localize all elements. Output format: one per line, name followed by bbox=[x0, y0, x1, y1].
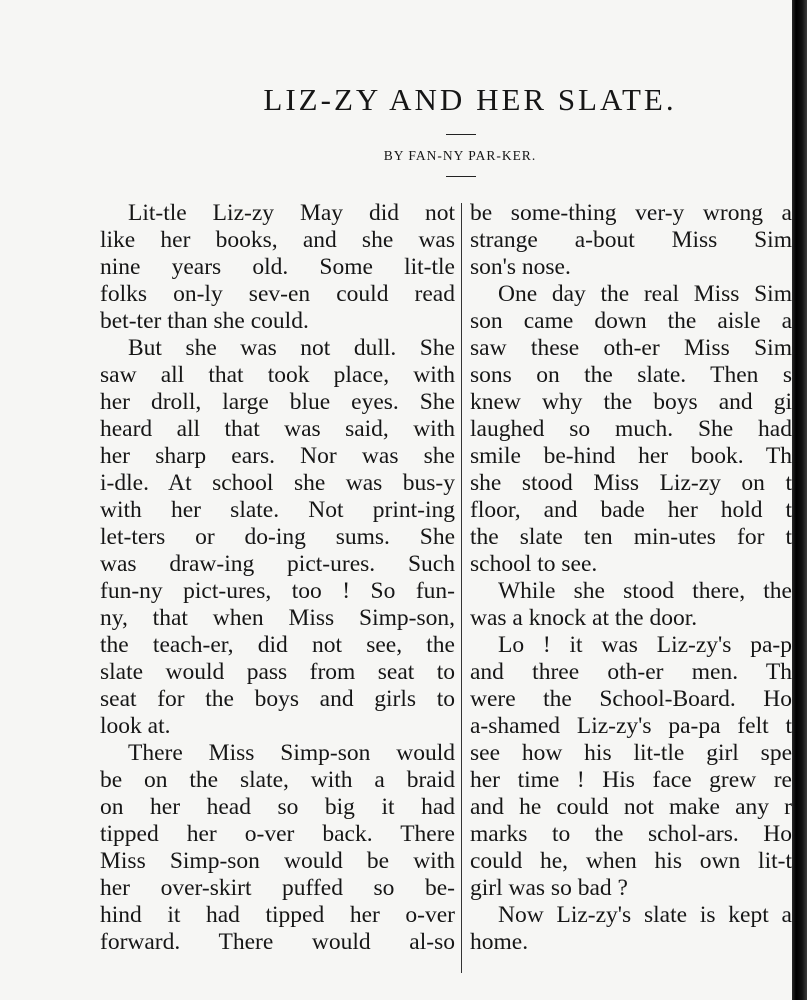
text-line: hind it had tipped her o-ver bbox=[100, 902, 455, 928]
text-line: son came down the aisle a bbox=[470, 308, 792, 334]
text-line: the teach-er, did not see, the bbox=[100, 632, 455, 658]
text-line: her over-skirt puffed so be- bbox=[100, 875, 455, 901]
text-line: slate would pass from seat to bbox=[100, 659, 455, 685]
text-line: One day the real Miss Sim bbox=[498, 281, 792, 307]
text-line: her time ! His face grew re bbox=[470, 767, 792, 793]
text-line: was draw-ing pict-ures. Such bbox=[100, 551, 455, 577]
text-line: a-shamed Liz-zy's pa-pa felt t bbox=[470, 713, 792, 739]
text-line: on her head so big it had bbox=[100, 794, 455, 820]
text-line: be some-thing ver-y wrong a bbox=[470, 200, 792, 226]
article-title: LIZ-ZY AND HER SLATE. bbox=[263, 82, 677, 117]
text-line: sons on the slate. Then s bbox=[470, 362, 792, 388]
column-divider bbox=[461, 203, 462, 973]
text-line: girl was so bad ? bbox=[470, 875, 628, 901]
text-line: like her books, and she was bbox=[100, 227, 455, 253]
text-line: Now Liz-zy's slate is kept a bbox=[498, 902, 792, 928]
text-line: laughed so much. She had bbox=[470, 416, 792, 442]
text-line: ny, that when Miss Simp-son, bbox=[100, 605, 455, 631]
text-line: fun-ny pict-ures, too ! So fun- bbox=[100, 578, 455, 604]
text-line: There Miss Simp-son would bbox=[128, 740, 455, 766]
text-line: Lo ! it was Liz-zy's pa-p bbox=[498, 632, 792, 658]
text-line: Miss Simp-son would be with bbox=[100, 848, 455, 874]
text-line: look at. bbox=[100, 713, 171, 739]
text-line: heard all that was said, with bbox=[100, 416, 455, 442]
text-line: saw these oth-er Miss Sim bbox=[470, 335, 792, 361]
text-line: But she was not dull. She bbox=[128, 335, 455, 361]
text-line: she stood Miss Liz-zy on t bbox=[470, 470, 792, 496]
text-line: son's nose. bbox=[470, 254, 571, 280]
title-rule bbox=[446, 134, 476, 135]
text-line: bet-ter than she could. bbox=[100, 308, 309, 334]
text-line: folks on-ly sev-en could read bbox=[100, 281, 455, 307]
text-line: forward. There would al-so bbox=[100, 929, 455, 955]
byline-rule bbox=[446, 176, 476, 177]
text-line: could he, when his own lit-t bbox=[470, 848, 792, 874]
text-line: home. bbox=[470, 929, 529, 955]
text-line: was a knock at the door. bbox=[470, 605, 698, 631]
text-line: and he could not make any r bbox=[470, 794, 792, 820]
text-line: tipped her o-ver back. There bbox=[100, 821, 455, 847]
text-line: strange a-bout Miss Sim bbox=[470, 227, 792, 253]
text-line: see how his lit-tle girl spe bbox=[470, 740, 792, 766]
text-line: school to see. bbox=[470, 551, 598, 577]
byline: BY FAN-NY PAR-KER. bbox=[383, 148, 537, 163]
text-line: and three oth-er men. Th bbox=[470, 659, 792, 685]
text-line: with her slate. Not print-ing bbox=[100, 497, 455, 523]
text-line: smile be-hind her book. Th bbox=[470, 443, 792, 469]
text-line: seat for the boys and girls to bbox=[100, 686, 455, 712]
text-line: be on the slate, with a braid bbox=[100, 767, 455, 793]
text-line: the slate ten min-utes for t bbox=[470, 524, 792, 550]
text-line: i-dle. At school she was bus-y bbox=[100, 470, 455, 496]
right-column bbox=[470, 200, 792, 956]
text-line: nine years old. Some lit-tle bbox=[100, 254, 455, 280]
page-binding-edge bbox=[792, 0, 807, 1000]
text-line: knew why the boys and gi bbox=[470, 389, 792, 415]
text-line: marks to the schol-ars. Ho bbox=[470, 821, 792, 847]
text-line: saw all that took place, with bbox=[100, 362, 455, 388]
text-line: floor, and bade her hold t bbox=[470, 497, 792, 523]
text-line: were the School-Board. Ho bbox=[470, 686, 792, 712]
text-line: her sharp ears. Nor was she bbox=[100, 443, 455, 469]
text-line: While she stood there, the bbox=[498, 578, 792, 604]
left-column bbox=[100, 200, 455, 956]
text-line: Lit-tle Liz-zy May did not bbox=[128, 200, 455, 226]
text-line: her droll, large blue eyes. She bbox=[100, 389, 455, 415]
text-line: let-ters or do-ing sums. She bbox=[100, 524, 455, 550]
